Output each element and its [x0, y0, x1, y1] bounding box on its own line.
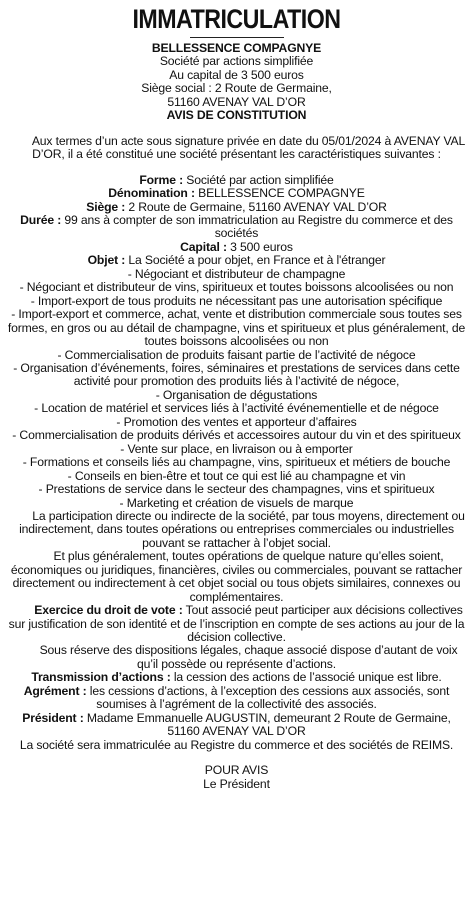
field-value: Madame Emmanuelle AUGUSTIN, demeurant 2 Route de Germaine, 51160 AVENAY VAL D’OR: [83, 710, 451, 739]
field-value: la cession des actions de l’associé unique est libre.: [170, 670, 442, 685]
object-item: - Location de matériel et services liés à l’activité événementielle et de négoce: [34, 401, 439, 416]
object-item: - Commercialisation de produits dérivés et accessoires autour du vin et des spiritueux: [12, 428, 461, 443]
agrement-clause: [5, 685, 468, 712]
company-seat-line2: 51160 AVENAY VAL D’OR: [167, 94, 306, 109]
object-item: - Organisation d’événements, foires, séminaires et prestations de services dans cette activité pour promotion des produits liés à l’activité de négoce,: [13, 360, 460, 389]
field-capital: [5, 241, 468, 254]
field-label: Exercice du droit de vote :: [34, 603, 183, 618]
object-item: - Import-export et commerce, achat, vente et distribution commerciale sous toutes ses formes, en gros ou au détail de champagne, vins et spiritueux et plus généralement, de toutes boissons alcoolisées ou non: [7, 307, 466, 349]
object-item: - Commercialisation de produits faisant partie de l’activité de négoce: [57, 347, 416, 362]
company-type: Société par actions simplifiée: [159, 54, 314, 69]
field-denomination: [5, 187, 468, 200]
field-objet: [5, 254, 468, 267]
vote-reserve: Sous réserve des dispositions légales, chaque associé dispose d’autant de voix qu’il possède ou représente d’actions.: [39, 643, 458, 671]
notice-title: IMMATRICULATION: [132, 4, 341, 34]
field-siege: [5, 201, 468, 214]
company-capital: Au capital de 3 500 euros: [169, 67, 304, 82]
notice-type: AVIS DE CONSTITUTION: [166, 108, 307, 123]
intro-paragraph: Aux termes d’un acte sous signature privée en date du 05/01/2024 à AVENAY VAL D’OR, il a été constitué une société présentant les caractéristiques suivantes :: [31, 133, 466, 162]
field-forme: [5, 174, 468, 187]
transmission-clause: [5, 671, 468, 684]
field-duree: [5, 214, 468, 241]
company-name: BELLESSENCE COMPAGNYE: [151, 41, 322, 55]
object-item: - Promotion des ventes et apporteur d’affaires: [116, 414, 357, 429]
object-general: Et plus généralement, toutes opérations de quelque nature qu’elles soient, économiques ou juridiques, financières, civiles ou commerciales, pouvant se rattacher directement ou indirectement à cet objet social ou tous objets similaires, connexes ou complémentaires.: [10, 549, 463, 604]
object-item: - Négociant et distributeur de champagne: [127, 266, 346, 281]
object-item: - Prestations de service dans le secteur des champagnes, vins et spiritueux: [38, 482, 435, 497]
closing-pour-avis: POUR AVIS: [204, 763, 269, 778]
field-value: Société par action simplifiée: [183, 172, 334, 187]
field-value: La Société a pour objet, en France et à l'étranger: [125, 253, 386, 268]
spacer: [5, 123, 468, 135]
field-value: BELLESSENCE COMPAGNYE: [194, 186, 365, 201]
field-label: Transmission d’actions :: [31, 670, 171, 685]
object-item: - Vente sur place, en livraison ou à emporter: [120, 441, 353, 456]
field-label: Durée :: [20, 212, 62, 227]
field-value: les cessions d’actions, à l’exception des cessions aux associés, sont soumises à l’agrément de la collectivité des associés.: [86, 683, 450, 712]
field-label: Forme :: [139, 172, 183, 187]
object-item: - Négociant et distributeur de vins, spiritueux et toutes boissons alcoolisées ou non: [19, 280, 454, 295]
object-item: - Marketing et création de visuels de marque: [119, 495, 354, 510]
object-participation: La participation directe ou indirecte de la société, par tous moyens, directement ou indirectement, dans toutes opérations ou entreprises commerciales ou industrielles pouvant se rattacher à l’objet social.: [19, 508, 465, 550]
registration-note: La société sera immatriculée au Registre du commerce et des sociétés de REIMS.: [19, 737, 454, 752]
closing-signatory: Le Président: [203, 776, 270, 791]
field-label: Objet :: [87, 253, 126, 268]
object-item: - Formations et conseils liés au champagne, vins, spiritueux et métiers de bouche: [22, 455, 451, 470]
field-value: 3 500 euros: [226, 239, 293, 254]
field-label: Dénomination :: [108, 186, 195, 201]
title-divider: [190, 37, 284, 38]
president-clause: [5, 712, 468, 739]
field-label: Président :: [22, 710, 84, 725]
field-value: 99 ans à compter de son immatriculation au Registre du commerce et des sociétés: [61, 212, 453, 241]
object-item: - Conseils en bien-être et tout ce qui est lié au champagne et vin: [67, 468, 406, 483]
company-seat-line1: Siège social : 2 Route de Germaine,: [141, 81, 332, 96]
field-label: Siège :: [86, 199, 126, 214]
object-item: - Import-export de tous produits ne nécessitant pas une autorisation spécifique: [30, 293, 443, 308]
field-value: Tout associé peut participer aux décisions collectives sur justification de son identité et de l’inscription en compte de ses actions au jour de la décision collective.: [8, 603, 465, 645]
field-label: Capital :: [180, 239, 227, 254]
field-label: Agrément :: [23, 683, 87, 698]
field-value: 2 Route de Germaine, 51160 AVENAY VAL D’OR: [125, 199, 387, 214]
vote-clause: [5, 604, 468, 644]
object-item: - Organisation de dégustations: [155, 387, 318, 402]
